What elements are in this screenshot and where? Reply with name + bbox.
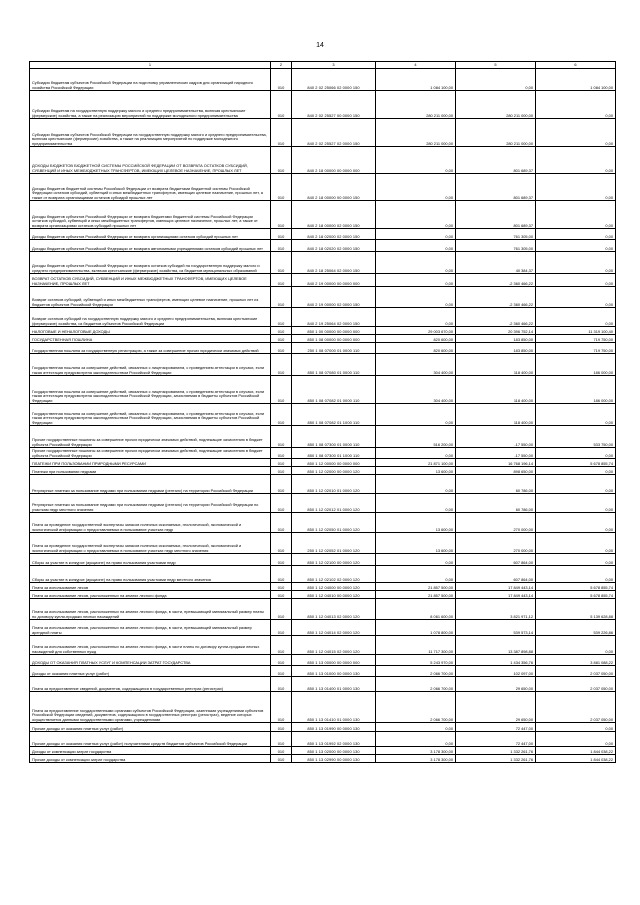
cell-name: Прочие государственные пошлины за совершение прочих юридически значимых действий, подлежащие зачислению в бюджет субъекта Российской Федерации	[30, 426, 271, 448]
table-row	[30, 240, 616, 252]
cell-executed: 1 434 356,76	[456, 655, 536, 666]
cell-approved-plan: 0,00	[376, 475, 456, 494]
column-number-header: 6	[536, 62, 616, 69]
cell-line-code: 010	[271, 692, 292, 723]
cell-budget-classification-code: 850 1 13 00000 00 0000 000	[292, 655, 376, 666]
cell-unexecuted: 0,00	[536, 494, 616, 513]
cell-line-code: 010	[271, 533, 292, 554]
cell-name: Сборы за участие в конкурсе (аукционе) на право пользования участками недр местного значения	[30, 566, 271, 583]
cell-executed: 13 387 898,88	[456, 636, 536, 655]
table-row	[30, 467, 616, 475]
cell-approved-plan: 21 857 500,00	[376, 583, 456, 591]
table-row	[30, 554, 616, 566]
table-row	[30, 494, 616, 513]
cell-approved-plan: 304 400,00	[376, 376, 456, 404]
cell-budget-classification-code: 250 1 12 02052 01 0000 120	[292, 533, 376, 554]
cell-approved-plan: 304 400,00	[376, 354, 456, 376]
table-row	[30, 513, 616, 533]
cell-unexecuted: 2 037 050,00	[536, 692, 616, 723]
cell-approved-plan: 0,00	[376, 308, 456, 327]
cell-budget-classification-code: 850 1 12 04015 02 0000 120	[292, 636, 376, 655]
cell-unexecuted: 1 084 100,00	[536, 69, 616, 91]
cell-budget-classification-code: 840 2 18 25064 02 0000 150	[292, 252, 376, 274]
column-number-header: 3	[292, 62, 376, 69]
cell-unexecuted: 186 000,00	[536, 376, 616, 404]
cell-line-code: 010	[271, 591, 292, 599]
cell-name: ВОЗВРАТ ОСТАТКОВ СУБСИДИЙ, СУБВЕНЦИЙ И ИНЫХ МЕЖБЮДЖЕТНЫХ ТРАНСФЕРТОВ, ИМЕЮЩИХ ЦЕЛЕВОЕ НАЗНАЧЕНИЕ, ПРОШЛЫХ ЛЕТ	[30, 274, 271, 287]
table-row	[30, 723, 616, 732]
cell-unexecuted: 2 037 050,00	[536, 677, 616, 692]
table-row	[30, 201, 616, 229]
cell-approved-plan: 0,00	[376, 554, 456, 566]
cell-executed: 40 384,37	[456, 252, 536, 274]
cell-name: Плата за проведение государственной экспертизы запасов полезных ископаемых, геологической, экономической и экологической информации о предоставляемых в пользование участках недр местного значения	[30, 533, 271, 554]
table-row	[30, 747, 616, 755]
cell-executed: 761 305,00	[456, 229, 536, 240]
table-row	[30, 591, 616, 599]
cell-name: Сборы за участие в конкурсе (аукционе) на право пользования участками недр	[30, 554, 271, 566]
cell-executed: 270 000,00	[456, 533, 536, 554]
cell-budget-classification-code: 850 1 12 02102 02 0000 120	[292, 566, 376, 583]
cell-budget-classification-code: 850 1 12 02000 00 0000 120	[292, 467, 376, 475]
cell-name: Плата за использование лесов, расположенных на землях лесного фонда, в части платы по договору купли-продажи лесных насаждений для собственных нужд	[30, 636, 271, 655]
cell-name: Плата за предоставление государственными органами субъектов Российской Федерации, казенными учреждениями субъектов Российской Федерации сведений, документов, содержащихся в государственных реестрах (регистрах), ведение которых осуществляется данными государственными органами, учреждениями	[30, 692, 271, 723]
cell-budget-classification-code: 840 2 19 00000 02 0000 150	[292, 287, 376, 308]
table-row	[30, 732, 616, 747]
cell-line-code: 010	[271, 475, 292, 494]
cell-line-code: 010	[271, 426, 292, 448]
cell-budget-classification-code: 850 1 12 04014 02 0000 120	[292, 620, 376, 636]
cell-approved-plan: 0,00	[376, 174, 456, 201]
table-row	[30, 119, 616, 147]
cell-unexecuted: 0,00	[536, 147, 616, 174]
table-row	[30, 327, 616, 335]
cell-executed: -2 360 466,22	[456, 287, 536, 308]
cell-budget-classification-code: 850 1 08 00000 00 0000 000	[292, 335, 376, 343]
cell-unexecuted: 0,00	[536, 554, 616, 566]
cell-approved-plan: 2 066 700,00	[376, 692, 456, 723]
cell-executed: 539 573,14	[456, 620, 536, 636]
cell-executed: 17 849 443,14	[456, 583, 536, 591]
cell-budget-classification-code: 850 1 12 04010 00 0000 120	[292, 591, 376, 599]
cell-budget-classification-code: 850 1 13 01410 01 0000 130	[292, 692, 376, 723]
column-number-header: 4	[376, 62, 456, 69]
cell-budget-classification-code: 850 1 12 02100 00 0000 120	[292, 554, 376, 566]
cell-approved-plan: 21 871 100,00	[376, 459, 456, 467]
cell-name: Доходы бюджетов субъектов Российской Федерации от возврата автономными учреждениями остатков субсидий прошлых лет	[30, 240, 271, 252]
cell-line-code: 010	[271, 119, 292, 147]
cell-unexecuted: 0,00	[536, 229, 616, 240]
table-row	[30, 692, 616, 723]
cell-approved-plan: 1 078 800,00	[376, 620, 456, 636]
cell-unexecuted: 0,00	[536, 274, 616, 287]
table-row	[30, 620, 616, 636]
cell-name: ДОХОДЫ БЮДЖЕТОВ БЮДЖЕТНОЙ СИСТЕМЫ РОССИЙСКОЙ ФЕДЕРАЦИИ ОТ ВОЗВРАТА ОСТАТКОВ СУБСИДИЙ, СУБВЕНЦИЙ И ИНЫХ МЕЖБЮДЖЕТНЫХ ТРАНСФЕРТОВ, ИМЕЮЩИХ ЦЕЛЕВОЕ НАЗНАЧЕНИЕ, ПРОШЛЫХ ЛЕТ	[30, 147, 271, 174]
cell-executed: 16 768 196,14	[456, 459, 536, 467]
column-number-header: 5	[456, 62, 536, 69]
cell-unexecuted: 0,00	[536, 201, 616, 229]
table-row	[30, 677, 616, 692]
cell-executed: 60 786,00	[456, 494, 536, 513]
cell-line-code: 010	[271, 554, 292, 566]
cell-budget-classification-code: 850 1 12 00000 00 0000 000	[292, 459, 376, 467]
cell-line-code: 010	[271, 677, 292, 692]
cell-budget-classification-code: 840 2 02 25527 02 0000 150	[292, 119, 376, 147]
cell-line-code: 010	[271, 229, 292, 240]
cell-approved-plan: 8 061 600,00	[376, 599, 456, 620]
cell-unexecuted: 5 678 855,74	[536, 583, 616, 591]
table-row	[30, 335, 616, 343]
cell-line-code: 010	[271, 732, 292, 747]
cell-budget-classification-code: 850 1 13 01992 02 0000 130	[292, 732, 376, 747]
page-number: 14	[316, 42, 324, 49]
cell-line-code: 010	[271, 343, 292, 354]
cell-unexecuted: 186 000,00	[536, 354, 616, 376]
cell-executed: 29 650,00	[456, 692, 536, 723]
column-number-header: 2	[271, 62, 292, 69]
table-row	[30, 308, 616, 327]
cell-approved-plan: 820 600,00	[376, 335, 456, 343]
cell-line-code: 010	[271, 666, 292, 677]
table-row	[30, 636, 616, 655]
cell-line-code: 010	[271, 91, 292, 119]
cell-executed: 102 097,00	[456, 666, 536, 677]
cell-unexecuted: 5 139 628,88	[536, 599, 616, 620]
cell-approved-plan: 0,00	[376, 240, 456, 252]
cell-name: Доходы бюджетов субъектов Российской Федерации от возврата организациями остатков субсидий прошлых лет	[30, 229, 271, 240]
cell-line-code: 010	[271, 274, 292, 287]
cell-executed: 607 864,00	[456, 566, 536, 583]
cell-line-code: 010	[271, 755, 292, 763]
cell-approved-plan: 1 084 100,00	[376, 69, 456, 91]
table-body	[30, 69, 616, 763]
cell-line-code: 010	[271, 335, 292, 343]
cell-approved-plan: 5 243 970,00	[376, 655, 456, 666]
cell-executed: 17 849 443,14	[456, 591, 536, 599]
cell-line-code: 010	[271, 723, 292, 732]
cell-approved-plan: 0,00	[376, 252, 456, 274]
table-row	[30, 533, 616, 554]
cell-name: Прочие государственные пошлины за совершение прочих юридически значимых действий, подлежащие зачислению в бюджет субъекта Российской Федерации	[30, 448, 271, 459]
cell-line-code: 010	[271, 174, 292, 201]
cell-line-code: 010	[271, 354, 292, 376]
table-row	[30, 252, 616, 274]
cell-name: Плата за предоставление сведений, документов, содержащихся в государственных реестрах (регистрах)	[30, 677, 271, 692]
table-row	[30, 755, 616, 763]
cell-executed: -17 550,00	[456, 426, 536, 448]
cell-name: Государственная пошлина за совершение действий, связанных с лицензированием, с проведением аттестации в случаях, если такая аттестация предусмотрена законодательством Российской Федерации, зачисляемая в бюджеты субъектов Российской Федерации	[30, 376, 271, 404]
cell-executed: 607 864,00	[456, 554, 536, 566]
cell-name: Государственная пошлина за совершение действий, связанных с лицензированием, с проведением аттестации в случаях, если такая аттестация предусмотрена законодательством Российской Федерации, зачисляемая в бюджеты субъектов Российской Федерации	[30, 404, 271, 426]
cell-line-code: 010	[271, 566, 292, 583]
cell-budget-classification-code: 840 2 19 00000 00 0000 000	[292, 274, 376, 287]
cell-budget-classification-code: 850 1 08 07082 01 1000 110	[292, 404, 376, 426]
cell-name: Плата за использование лесов	[30, 583, 271, 591]
cell-approved-plan: 29 003 670,00	[376, 327, 456, 335]
cell-executed: 1 332 261,76	[456, 755, 536, 763]
cell-line-code: 010	[271, 747, 292, 755]
cell-executed: 60 786,00	[456, 475, 536, 494]
table-row	[30, 376, 616, 404]
table-row	[30, 448, 616, 459]
cell-budget-classification-code: 840 2 18 00000 02 0000 150	[292, 201, 376, 229]
cell-name: Прочие доходы от оказания платных услуг (работ) получателями средств бюджетов субъектов Российской Федерации	[30, 732, 271, 747]
cell-unexecuted: 0,00	[536, 91, 616, 119]
cell-approved-plan: 0,00	[376, 404, 456, 426]
cell-budget-classification-code: 840 2 18 00000 00 0000 150	[292, 174, 376, 201]
cell-budget-classification-code: 840 2 02 25066 02 0000 150	[292, 69, 376, 91]
cell-executed: 118 400,00	[456, 376, 536, 404]
cell-line-code: 010	[271, 327, 292, 335]
cell-executed: 280 211 000,00	[456, 119, 536, 147]
table-row	[30, 404, 616, 426]
cell-budget-classification-code: 850 1 12 02050 01 0000 120	[292, 513, 376, 533]
cell-line-code: 010	[271, 636, 292, 655]
cell-approved-plan: 0,00	[376, 448, 456, 459]
table-row	[30, 91, 616, 119]
cell-name: Субсидия бюджетам субъектов Российской Федерации на подготовку управленческих кадров для организаций народного хозяйства Российской Федерации	[30, 69, 271, 91]
cell-unexecuted: 719 750,00	[536, 343, 616, 354]
cell-name: Платежи при пользовании недрами	[30, 467, 271, 475]
cell-approved-plan: 0,00	[376, 274, 456, 287]
cell-unexecuted: 0,00	[536, 723, 616, 732]
cell-name: Прочие доходы от оказания платных услуг (работ)	[30, 723, 271, 732]
cell-line-code: 010	[271, 404, 292, 426]
cell-executed: 183 850,00	[456, 343, 536, 354]
cell-unexecuted: 0,00	[536, 119, 616, 147]
cell-executed: 20 396 752,14	[456, 327, 536, 335]
cell-name: НАЛОГОВЫЕ И НЕНАЛОГОВЫЕ ДОХОДЫ	[30, 327, 271, 335]
cell-approved-plan: 820 600,00	[376, 343, 456, 354]
cell-executed: 118 400,00	[456, 404, 536, 426]
cell-unexecuted: 0,00	[536, 308, 616, 327]
cell-line-code: 010	[271, 459, 292, 467]
cell-name: Прочие доходы от компенсации затрат государства	[30, 755, 271, 763]
cell-approved-plan: 0,00	[376, 566, 456, 583]
cell-budget-classification-code: 850 1 13 02000 00 0000 130	[292, 747, 376, 755]
cell-budget-classification-code: 840 2 19 25064 02 0000 150	[292, 308, 376, 327]
cell-executed: 270 000,00	[456, 513, 536, 533]
cell-approved-plan: 3 178 300,00	[376, 747, 456, 755]
cell-name: Государственная пошлина за совершение действий, связанных с лицензированием, с проведением аттестации в случаях, если такая аттестация предусмотрена законодательством Российской Федерации	[30, 354, 271, 376]
cell-executed: -17 550,00	[456, 448, 536, 459]
cell-budget-classification-code: 850 1 13 01400 01 0000 130	[292, 677, 376, 692]
cell-name: Субсидии бюджетам субъектов Российской Федерации на государственную поддержку малого и среднего предпринимательства, включая крестьянские (фермерские) хозяйства, а также на реализацию мероприятий по поддержке молодежного предпринимательства	[30, 119, 271, 147]
cell-name: Возврат остатков субсидий, субвенций и иных межбюджетных трансфертов, имеющих целевое назначение, прошлых лет из бюджетов субъектов Российской Федерации	[30, 287, 271, 308]
cell-budget-classification-code: 850 1 08 07080 01 0000 110	[292, 354, 376, 376]
cell-name: Регулярные платежи за пользование недрами при пользовании недрами (ренталс) на территории Российской Федерации	[30, 475, 271, 494]
table-row	[30, 583, 616, 591]
cell-budget-classification-code: 850 1 08 07300 01 1000 110	[292, 448, 376, 459]
cell-budget-classification-code: 840 2 18 02000 02 0000 150	[292, 229, 376, 240]
cell-approved-plan: 13 600,00	[376, 513, 456, 533]
cell-executed: 3 821 971,12	[456, 599, 536, 620]
cell-approved-plan: 11 717 300,00	[376, 636, 456, 655]
cell-approved-plan: 0,00	[376, 229, 456, 240]
cell-executed: 801 689,37	[456, 174, 536, 201]
column-number-header-row	[30, 62, 616, 69]
cell-unexecuted: 0,00	[536, 636, 616, 655]
cell-budget-classification-code: 840 2 18 00000 00 0000 000	[292, 147, 376, 174]
cell-line-code: 010	[271, 494, 292, 513]
cell-approved-plan: 0,00	[376, 732, 456, 747]
cell-name: Доходы бюджетов бюджетной системы Российской Федерации от возврата бюджетами бюджетной системы Российской Федерации остатков субсидий, субвенций и иных межбюджетных трансфертов, имеющих целевое назначение, прошлых лет, а также от возврата организациями остатков субсидий прошлых лет	[30, 174, 271, 201]
cell-unexecuted: 0,00	[536, 252, 616, 274]
table-row	[30, 459, 616, 467]
cell-unexecuted: 1 844 038,22	[536, 747, 616, 755]
cell-name: Плата за использование лесов, расположенных на землях лесного фонда	[30, 591, 271, 599]
cell-approved-plan: 0,00	[376, 147, 456, 174]
cell-name: Доходы от оказания платных услуг (работ)	[30, 666, 271, 677]
cell-unexecuted: 1 844 038,22	[536, 755, 616, 763]
cell-unexecuted: 0,00	[536, 467, 616, 475]
cell-line-code: 010	[271, 599, 292, 620]
cell-line-code: 010	[271, 513, 292, 533]
cell-line-code: 010	[271, 252, 292, 274]
cell-approved-plan: 516 200,00	[376, 426, 456, 448]
cell-line-code: 010	[271, 620, 292, 636]
cell-approved-plan: 0,00	[376, 201, 456, 229]
cell-line-code: 010	[271, 240, 292, 252]
cell-budget-classification-code: 850 1 12 02012 01 0000 120	[292, 494, 376, 513]
cell-executed: 280 211 000,00	[456, 91, 536, 119]
cell-name: Субсидии бюджетам на государственную поддержку малого и среднего предпринимательства, включая крестьянские (фермерские) хозяйства, а также на реализацию мероприятий по поддержке молодежного предпринимательства	[30, 91, 271, 119]
table-row	[30, 229, 616, 240]
cell-budget-classification-code: 850 1 08 07082 01 0000 110	[292, 376, 376, 404]
cell-unexecuted: 5 678 855,74	[536, 459, 616, 467]
cell-name: Возврат остатков субсидий на государственную поддержку малого и среднего предпринимательства, включая крестьянские (фермерские) хозяйства, из бюджетов субъектов Российской Федерации	[30, 308, 271, 327]
cell-approved-plan: 0,00	[376, 287, 456, 308]
cell-executed: 0,00	[456, 69, 536, 91]
cell-line-code: 010	[271, 467, 292, 475]
table-row	[30, 655, 616, 666]
table-row	[30, 287, 616, 308]
cell-line-code: 010	[271, 308, 292, 327]
cell-executed: 761 305,00	[456, 240, 536, 252]
cell-unexecuted: 11 319 100,40	[536, 327, 616, 335]
cell-executed: 118 400,00	[456, 354, 536, 376]
cell-executed: -2 360 466,22	[456, 274, 536, 287]
cell-executed: 801 689,37	[456, 201, 536, 229]
cell-line-code: 010	[271, 583, 292, 591]
cell-name: Регулярные платежи за пользование недрами при пользовании недрами (ренталс) на территории Российской Федерации по участкам недр местного значения	[30, 494, 271, 513]
cell-name: ПЛАТЕЖИ ПРИ ПОЛЬЗОВАНИИ ПРИРОДНЫМИ РЕСУРСАМИ	[30, 459, 271, 467]
cell-unexecuted: 0,00	[536, 566, 616, 583]
cell-budget-classification-code: 850 1 12 04000 00 0000 120	[292, 583, 376, 591]
cell-approved-plan: 0,00	[376, 723, 456, 732]
cell-executed: 1 332 261,76	[456, 747, 536, 755]
cell-unexecuted: 0,00	[536, 404, 616, 426]
cell-approved-plan: 21 857 500,00	[376, 591, 456, 599]
cell-unexecuted: 533 750,00	[536, 426, 616, 448]
cell-unexecuted: 2 037 050,00	[536, 666, 616, 677]
cell-executed: 183 850,00	[456, 335, 536, 343]
cell-approved-plan: 13 600,00	[376, 533, 456, 554]
cell-approved-plan: 280 211 000,00	[376, 91, 456, 119]
cell-unexecuted: 719 750,00	[536, 335, 616, 343]
table-row	[30, 566, 616, 583]
cell-budget-classification-code: 850 1 13 01000 00 0000 130	[292, 666, 376, 677]
cell-name: Доходы бюджетов субъектов Российской Федерации от возврата остатков субсидий на государственную поддержку малого и среднего предпринимательства, включая крестьянские (фермерские) хозяйства, из бюджетов муниципальных образований	[30, 252, 271, 274]
cell-budget-classification-code: 850 1 13 02990 00 0000 130	[292, 755, 376, 763]
cell-line-code: 010	[271, 201, 292, 229]
cell-line-code: 010	[271, 655, 292, 666]
table-row	[30, 426, 616, 448]
cell-approved-plan: 2 066 700,00	[376, 666, 456, 677]
cell-approved-plan: 13 600,00	[376, 467, 456, 475]
cell-budget-classification-code: 850 1 00 00000 00 0000 000	[292, 327, 376, 335]
cell-budget-classification-code: 840 2 02 25527 00 0000 150	[292, 91, 376, 119]
table-row	[30, 274, 616, 287]
cell-budget-classification-code: 850 1 08 07300 01 0000 110	[292, 426, 376, 448]
cell-approved-plan: 0,00	[376, 494, 456, 513]
cell-name: Доходы от компенсации затрат государства	[30, 747, 271, 755]
cell-unexecuted: 0,00	[536, 287, 616, 308]
cell-budget-classification-code: 850 1 13 01990 00 0000 130	[292, 723, 376, 732]
table-row	[30, 69, 616, 91]
cell-unexecuted: 0,00	[536, 475, 616, 494]
cell-name: Плата за использование лесов, расположенных на землях лесного фонда, в части, превышающей минимальный размер арендной платы	[30, 620, 271, 636]
cell-name: ДОХОДЫ ОТ ОКАЗАНИЯ ПЛАТНЫХ УСЛУГ И КОМПЕНСАЦИИ ЗАТРАТ ГОСУДАРСТВА	[30, 655, 271, 666]
table-row	[30, 354, 616, 376]
cell-budget-classification-code: 850 1 12 02010 01 0000 120	[292, 475, 376, 494]
cell-unexecuted: 0,00	[536, 513, 616, 533]
cell-name: Плата за проведение государственной экспертизы запасов полезных ископаемых, геологической, экономической и экологической информации о предоставляемых в пользование участках недр	[30, 513, 271, 533]
table-row	[30, 174, 616, 201]
cell-budget-classification-code: 840 2 18 02020 02 0000 150	[292, 240, 376, 252]
cell-line-code: 010	[271, 287, 292, 308]
cell-name: Плата за использование лесов, расположенных на землях лесного фонда, в части, превышающей минимальный размер платы по договору купли-продажи лесных насаждений	[30, 599, 271, 620]
cell-line-code: 010	[271, 376, 292, 404]
cell-unexecuted: 0,00	[536, 240, 616, 252]
cell-unexecuted: 0,00	[536, 448, 616, 459]
table-row	[30, 343, 616, 354]
table-row	[30, 147, 616, 174]
cell-name: ГОСУДАРСТВЕННАЯ ПОШЛИНА	[30, 335, 271, 343]
cell-budget-classification-code: 250 1 08 07000 01 0000 110	[292, 343, 376, 354]
table-row	[30, 599, 616, 620]
cell-line-code: 010	[271, 69, 292, 91]
cell-unexecuted: 0,00	[536, 732, 616, 747]
cell-executed: 898 650,00	[456, 467, 536, 475]
cell-name: Доходы бюджетов субъектов Российской Федерации от возврата бюджетами бюджетной системы Российской Федерации остатков субсидий, субвенций и иных межбюджетных трансфертов, имеющих целевое назначение, прошлых лет, а также от возврата организациями остатков субсидий прошлых лет	[30, 201, 271, 229]
cell-unexecuted: 0,00	[536, 174, 616, 201]
cell-approved-plan: 2 066 700,00	[376, 677, 456, 692]
cell-executed: 72 447,00	[456, 732, 536, 747]
cell-line-code: 010	[271, 448, 292, 459]
cell-executed: -2 360 466,22	[456, 308, 536, 327]
cell-unexecuted: 0,00	[536, 533, 616, 554]
table-row	[30, 666, 616, 677]
cell-unexecuted: 3 881 088,22	[536, 655, 616, 666]
cell-name: Государственная пошлина за государственную регистрацию, а также за совершение прочих юридически значимых действий	[30, 343, 271, 354]
column-number-header: 1	[30, 62, 271, 69]
cell-executed: 29 650,00	[456, 677, 536, 692]
cell-approved-plan: 3 178 300,00	[376, 755, 456, 763]
table-row	[30, 475, 616, 494]
cell-executed: 801 689,37	[456, 147, 536, 174]
cell-unexecuted: 5 678 855,74	[536, 591, 616, 599]
cell-line-code: 010	[271, 147, 292, 174]
cell-budget-classification-code: 850 1 12 04013 02 0000 120	[292, 599, 376, 620]
cell-unexecuted: 539 226,86	[536, 620, 616, 636]
cell-executed: 72 447,00	[456, 723, 536, 732]
cell-approved-plan: 280 211 000,00	[376, 119, 456, 147]
budget-execution-table	[29, 61, 616, 763]
